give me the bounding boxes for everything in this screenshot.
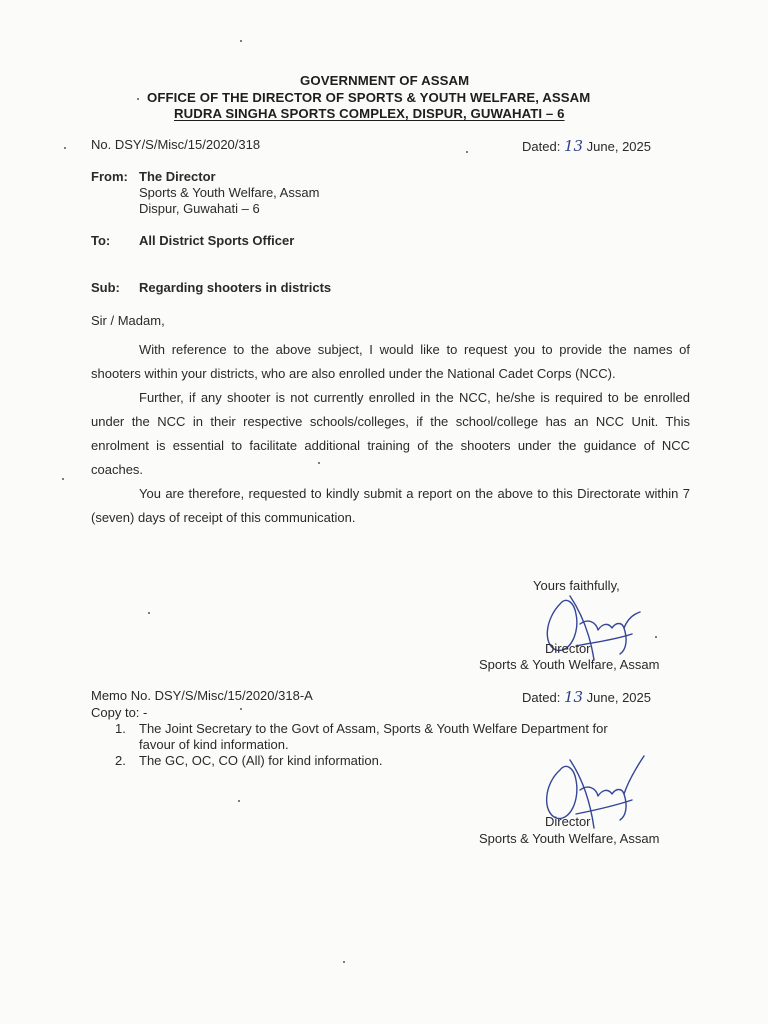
memo-date xyxy=(522,688,651,706)
letterhead-line3: RUDRA SINGHA SPORTS COMPLEX, DISPUR, GUWAHATI – 6 xyxy=(174,106,565,121)
handwritten-memo-date-day: 13 xyxy=(563,688,584,706)
scan-speck xyxy=(466,151,468,153)
scan-speck xyxy=(148,612,150,614)
to-label: To: xyxy=(91,233,111,248)
body-paragraph-1: With reference to the above subject, I would like to request you to provide the names of shooters within your districts, who are also enrolled under the National Cadet Corps (NCC). xyxy=(91,342,690,381)
scan-speck xyxy=(240,40,242,42)
copy-item-2-line1: The GC, OC, CO (All) for kind information. xyxy=(139,753,383,768)
closing-yours-faithfully: Yours faithfully, xyxy=(533,578,620,593)
closing2-designation: Director xyxy=(545,814,591,829)
from-title: The Director xyxy=(139,169,216,184)
copy-item-1-line1: The Joint Secretary to the Govt of Assam, Sports & Youth Welfare Department for xyxy=(139,721,608,736)
reference-number: No. DSY/S/Misc/15/2020/318 xyxy=(91,137,261,152)
scan-speck xyxy=(137,98,139,100)
scan-speck xyxy=(238,800,240,802)
closing2-department: Sports & Youth Welfare, Assam xyxy=(479,831,660,846)
memo-date-month-year: June, 2025 xyxy=(586,690,651,705)
from-address-line2: Dispur, Guwahati – 6 xyxy=(139,201,260,216)
scan-speck xyxy=(655,636,657,638)
letterhead-line2: OFFICE OF THE DIRECTOR OF SPORTS & YOUTH WELFARE, ASSAM xyxy=(147,90,591,105)
copy-item-2-number: 2. xyxy=(115,753,126,768)
copy-to-label: Copy to: - xyxy=(91,705,148,720)
copy-item-1-line2: favour of kind information. xyxy=(139,737,289,752)
handwritten-date-day: 13 xyxy=(563,137,584,155)
body-paragraph-3: You are therefore, requested to kindly submit a report on the above to this Directorate within 7 (seven) days of receipt of this communication. xyxy=(91,486,690,525)
scan-speck xyxy=(240,708,242,710)
reference-date xyxy=(522,137,651,155)
subject-label: Sub: xyxy=(91,280,120,295)
scan-speck xyxy=(64,147,66,149)
copy-item-1-number: 1. xyxy=(115,721,126,736)
from-address-line1: Sports & Youth Welfare, Assam xyxy=(139,185,320,200)
scan-speck xyxy=(62,478,64,480)
memo-number: Memo No. DSY/S/Misc/15/2020/318-A xyxy=(91,688,313,703)
salutation: Sir / Madam, xyxy=(91,313,165,328)
to-recipient: All District Sports Officer xyxy=(139,233,295,248)
memo-date-label: Dated: xyxy=(522,690,561,705)
closing-designation: Director xyxy=(545,641,591,656)
from-label: From: xyxy=(91,169,128,184)
date-month-year: June, 2025 xyxy=(586,139,651,154)
subject-text: Regarding shooters in districts xyxy=(139,280,332,295)
closing-department: Sports & Youth Welfare, Assam xyxy=(479,657,660,672)
letterhead-line1: GOVERNMENT OF ASSAM xyxy=(300,73,470,88)
body-paragraph-2: Further, if any shooter is not currently enrolled in the NCC, he/she is required to be enrolled under the NCC in their respective schools/colleges, if the school/college has an NCC Unit. This enrolment is essential to facilitate additional training of the shooters under the guidance of NCC coaches. xyxy=(91,390,690,477)
date-label: Dated: xyxy=(522,139,561,154)
scan-speck xyxy=(343,961,345,963)
